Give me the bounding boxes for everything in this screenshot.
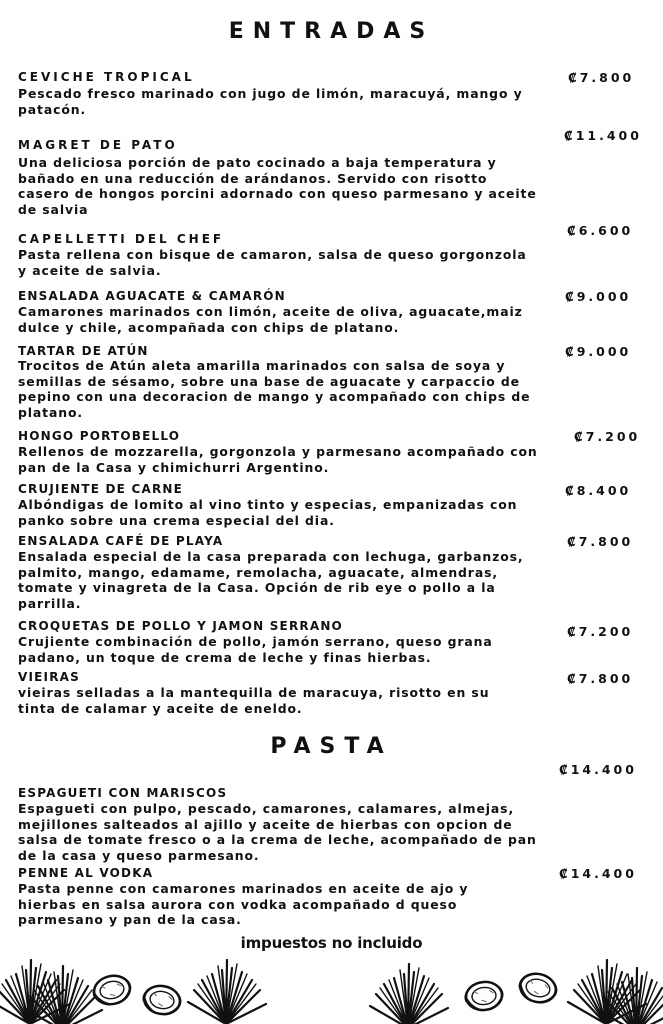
menu-item-price: ₡14.400 [559, 762, 637, 777]
menu-item-price: ₡8.400 [565, 483, 632, 498]
menu-item-name: CAPELLETTI DEL CHEF [18, 232, 225, 246]
menu-item-description: Pescado fresco marinado con jugo de limón, maracuyá, mango y patacón. [18, 86, 523, 117]
menu-item-price: ₡7.200 [574, 429, 641, 444]
menu-item-price: ₡14.400 [559, 866, 637, 881]
menu-item-name: CROQUETAS DE POLLO Y JAMON SERRANO [18, 619, 343, 633]
menu-item-description: Rellenos de mozzarella, gorgonzola y parmesano acompañado con pan de la Casa y chimichurri Argentino. [18, 444, 538, 475]
menu-item-description: Una deliciosa porción de pato cocinado a baja temperatura y bañado en una reducción de arándanos. Servido con risotto casero de hongos porcini adornado con queso parmesano y aceite de salvia [18, 155, 537, 217]
palm-leaf-icon [370, 964, 448, 1024]
menu-item-price: ₡7.200 [567, 624, 634, 639]
menu-item-description: Crujiente combinación de pollo, jamón serrano, queso grana padano, un toque de crema de leche y finas hierbas. [18, 634, 493, 665]
menu-item-name: ENSALADA CAFÉ DE PLAYA [18, 534, 224, 548]
menu-item-price: ₡9.000 [565, 289, 632, 304]
menu-item-description: Pasta rellena con bisque de camaron, salsa de queso gorgonzola y aceite de salvia. [18, 247, 527, 278]
menu-item-name: CEVICHE TROPICAL [18, 70, 195, 84]
menu-item-name: ENSALADA AGUACATE & CAMARÓN [18, 289, 286, 303]
menu-item-description: vieiras selladas a la mantequilla de maracuya, risotto en su tinta de calamar y aceite de eneldo. [18, 685, 490, 716]
menu-item-name: TARTAR DE ATÚN [18, 344, 149, 358]
menu-item-description: Albóndigas de lomito al vino tinto y especias, empanizadas con panko sobre una crema especial del dia. [18, 497, 518, 528]
menu-item-name: PENNE AL VODKA [18, 866, 154, 880]
coconut-icon [91, 972, 133, 1007]
section-title-pasta: PASTA [270, 734, 393, 759]
menu-item-price: ₡6.600 [567, 223, 634, 238]
menu-item-name: VIEIRAS [18, 670, 80, 684]
menu-item-description: Trocitos de Atún aleta amarilla marinados con salsa de soya y semillas de sésamo, sobre una base de aguacate y carpaccio de pepino con una decoracion de mango y acompañado con chips de platano. [18, 358, 531, 420]
menu-item-description: Espagueti con pulpo, pescado, camarones, calamares, almejas, mejillones salteados al ajillo y aceite de hierbas con opcion de salsa de tomate fresco o a la crema de leche, acompañado de pan de la casa y queso parmesano. [18, 801, 537, 863]
menu-item-name: HONGO PORTOBELLO [18, 429, 181, 443]
menu-item-price: ₡9.000 [565, 344, 632, 359]
menu-item-name: CRUJIENTE DE CARNE [18, 482, 184, 496]
menu-item-name: ESPAGUETI CON MARISCOS [18, 786, 228, 800]
decoration-strip [0, 950, 663, 1024]
menu-item-name: MAGRET DE PATO [18, 138, 178, 152]
menu-item-description: Pasta penne con camarones marinados en aceite de ajo y hierbas en salsa aurora con vodka acompañado d queso parmesano y pan de la casa. [18, 881, 469, 928]
coconut-icon [141, 983, 183, 1017]
menu-item-price: ₡7.800 [567, 671, 634, 686]
tax-note: impuestos no incluido [240, 934, 423, 952]
palm-leaf-icon [188, 960, 266, 1024]
menu-item-description: Ensalada especial de la casa preparada con lechuga, garbanzos, palmito, mango, edamame, remolacha, aguacate, almendras, tomate y vinagreta de la Casa. Opción de rib eye o pollo a la parrilla. [18, 549, 524, 611]
coconut-icon [464, 980, 504, 1012]
section-title-entradas: ENTRADAS [228, 19, 435, 44]
menu-item-description: Camarones marinados con limón, aceite de oliva, aguacate,maiz dulce y chile, acompañada con chips de platano. [18, 304, 523, 335]
menu-item-price: ₡7.800 [568, 70, 635, 85]
menu-item-price: ₡11.400 [564, 128, 642, 143]
menu-item-price: ₡7.800 [567, 534, 634, 549]
coconut-icon [517, 970, 560, 1006]
